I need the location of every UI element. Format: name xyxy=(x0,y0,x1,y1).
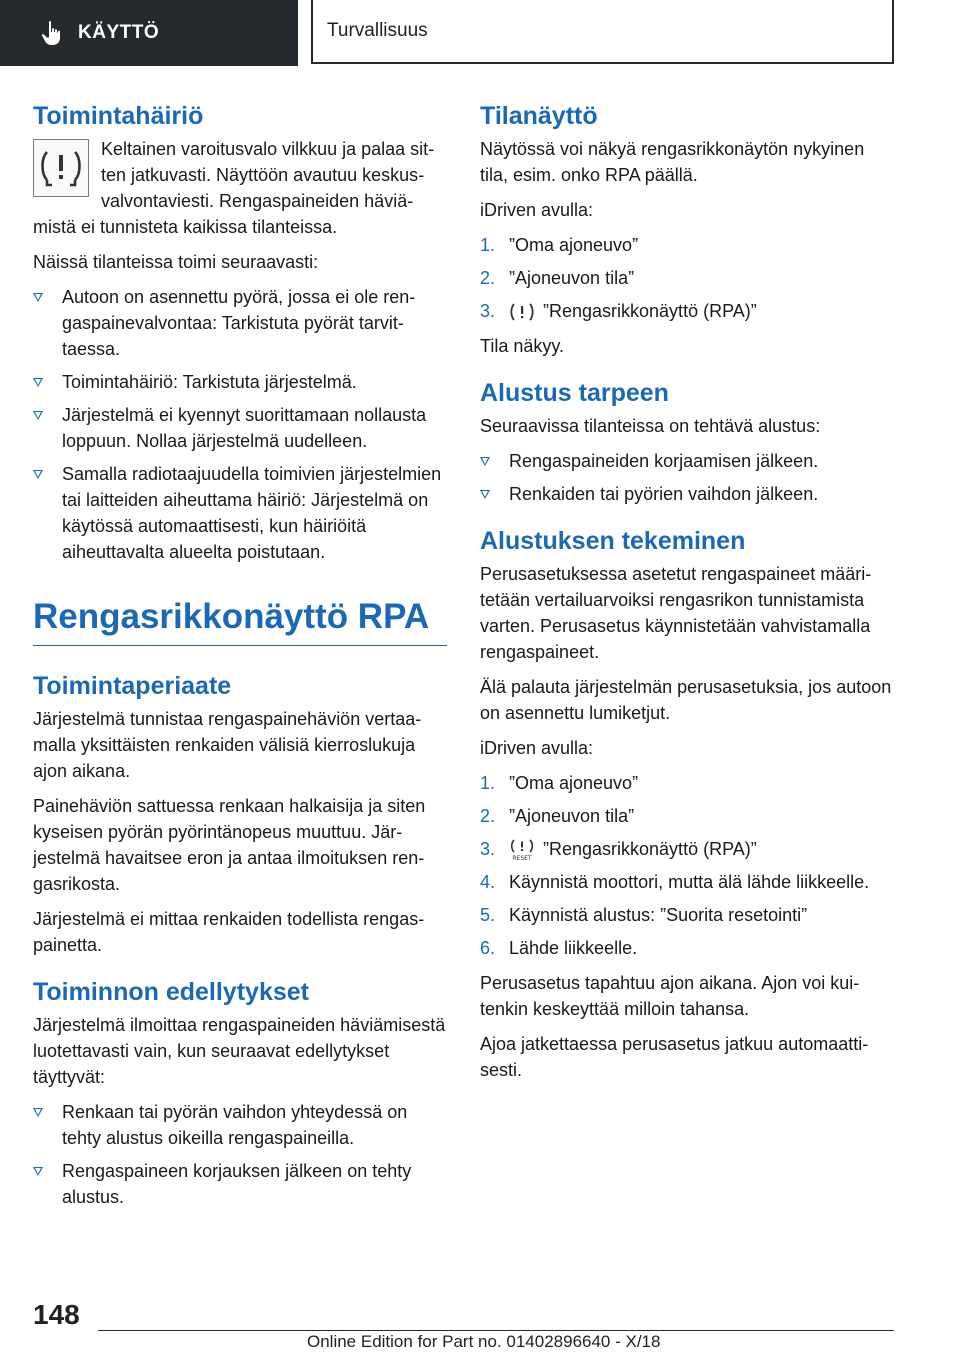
list-item: 3. ”Rengasrikkonäyttö (RPA)” xyxy=(480,301,757,321)
fault-text: Keltainen varoitusvalo vilkkuu ja palaa sitten jatkuvasti. Näyttöön avautuu keskusvalvontaviesti. Rengaspaineiden häviämistä ei tunnisteta kaikissa tilanteissa. xyxy=(33,139,435,237)
status-steps xyxy=(480,232,895,324)
edition-text: Online Edition for Part no. 01402896640 - X/18 xyxy=(307,1332,661,1351)
list-item: 4. Käynnistä moottori, mutta älä lähde liikkeelle. xyxy=(480,872,870,892)
right-column xyxy=(480,100,895,1092)
init-steps xyxy=(480,770,895,961)
fault-paragraph xyxy=(33,136,447,240)
heading-principle: Toimintaperiaate xyxy=(33,672,232,700)
situations-intro: Näissä tilanteissa toimi seuraavasti: xyxy=(33,252,319,272)
list-item: Samalla radiotaajuudella toimivien järjestelmien tai laitteiden aiheuttama häiriö: Järjestelmä on käytössä automaattisesti, kun häiriöitä aiheuttavalta alueelta poistutaan. xyxy=(33,461,447,565)
bullet-triangle-icon xyxy=(33,470,43,479)
chapter-label: KÄYTTÖ xyxy=(78,22,160,43)
bullet-triangle-icon xyxy=(480,490,490,499)
list-item: 2. ”Ajoneuvon tila” xyxy=(480,806,635,826)
page-footer xyxy=(0,1290,960,1362)
bullet-triangle-icon xyxy=(33,1167,43,1176)
init-paragraph-4: Ajoa jatkettaessa perusasetus jatkuu automaattisesti. xyxy=(480,1034,869,1080)
footer-divider xyxy=(98,1330,894,1331)
status-shown: Tila näkyy. xyxy=(480,336,565,356)
init-paragraph-1: Perusasetuksessa asetetut rengaspaineet määritetään vertailuarvoiksi rengasrikon tunnistamista varten. Perusasetus käynnistetään vahvistamalla rengaspaineet. xyxy=(480,564,872,662)
list-item: Rengaspaineiden korjaamisen jälkeen. xyxy=(480,448,895,474)
list-item: Renkaan tai pyörän vaihdon yhteydessä on tehty alustus oikeilla rengaspaineilla. xyxy=(33,1099,447,1151)
idrive-intro-1: iDriven avulla: xyxy=(480,200,594,220)
list-item: Toimintahäiriö: Tarkistuta järjestelmä. xyxy=(33,369,447,395)
svg-text:RESET: RESET xyxy=(512,855,532,862)
heading-init-do: Alustuksen tekeminen xyxy=(480,527,746,555)
list-item: 1. ”Oma ajoneuvo” xyxy=(480,773,639,793)
list-item: Rengaspaineen korjauksen jälkeen on tehty alustus. xyxy=(33,1158,447,1210)
list-item: 5. Käynnistä alustus: ”Suorita resetointi” xyxy=(480,905,808,925)
section-label: Turvallisuus xyxy=(327,20,428,41)
hand-pointer-icon xyxy=(40,20,64,46)
init-needed-paragraph: Seuraavissa tilanteissa on tehtävä alustus: xyxy=(480,416,821,436)
tire-warning-icon xyxy=(509,302,535,322)
left-column xyxy=(33,100,447,1219)
principle-paragraph-3: Järjestelmä ei mittaa renkaiden todellista rengaspainetta. xyxy=(33,909,425,955)
heading-requirements: Toiminnon edellytykset xyxy=(33,978,309,1006)
list-item: 6. Lähde liikkeelle. xyxy=(480,938,638,958)
bullet-triangle-icon xyxy=(33,293,43,302)
bullet-triangle-icon xyxy=(480,457,490,466)
fault-bullet-list xyxy=(33,284,447,565)
idrive-intro-2: iDriven avulla: xyxy=(480,738,594,758)
list-item: 2. ”Ajoneuvon tila” xyxy=(480,268,635,288)
list-item: 3. RESET ”Rengasrikkonäyttö (RPA)” xyxy=(480,839,757,862)
bullet-triangle-icon xyxy=(33,1108,43,1117)
requirements-bullet-list xyxy=(33,1099,447,1210)
chapter-tab[interactable] xyxy=(0,0,298,66)
list-item: Renkaiden tai pyörien vaihdon jälkeen. xyxy=(480,481,895,507)
bullet-triangle-icon xyxy=(33,411,43,420)
section-tab[interactable] xyxy=(311,0,894,64)
list-item: Järjestelmä ei kyennyt suorittamaan nollausta loppuun. Nollaa järjestelmä uudelleen. xyxy=(33,402,447,454)
principle-paragraph-1: Järjestelmä tunnistaa rengaspainehäviön vertaamalla yksittäisten renkaiden välisiä kierroslukuja ajon aikana. xyxy=(33,709,422,781)
page-number: 148 xyxy=(33,1299,80,1330)
page-header xyxy=(0,0,960,66)
init-bullet-list xyxy=(480,448,895,507)
list-item: Autoon on asennettu pyörä, jossa ei ole rengaspainevalvontaa: Tarkistuta pyörät tarvittaessa. xyxy=(33,284,447,362)
init-paragraph-2: Älä palauta järjestelmän perusasetuksia, jos autoon on asennettu lumiketjut. xyxy=(480,677,892,723)
list-item: 1. ”Oma ajoneuvo” xyxy=(480,235,639,255)
requirements-paragraph: Järjestelmä ilmoittaa rengaspaineiden häviämisestä luotettavasti vain, kun seuraavat edellytykset täyttyvät: xyxy=(33,1015,446,1087)
status-paragraph: Näytössä voi näkyä rengasrikkonäytön nykyinen tila, esim. onko RPA päällä. xyxy=(480,139,865,185)
heading-status: Tilanäyttö xyxy=(480,102,598,130)
heading-init-needed: Alustus tarpeen xyxy=(480,379,669,407)
principle-paragraph-2: Painehäviön sattuessa renkaan halkaisija ja siten kyseisen pyörän pyörintänopeus muuttuu. Järjestelmä havaitsee eron ja antaa ilmoituksen rengasrikosta. xyxy=(33,796,426,894)
heading-rpa: Rengasrikkonäyttö RPA xyxy=(33,595,447,646)
init-paragraph-3: Perusasetus tapahtuu ajon aikana. Ajon voi kuitenkin keskeyttää milloin tahansa. xyxy=(480,973,860,1019)
bullet-triangle-icon xyxy=(33,378,43,387)
tire-reset-icon xyxy=(509,839,535,861)
heading-fault: Toimintahäiriö xyxy=(33,102,204,130)
tire-warning-icon xyxy=(33,139,89,197)
